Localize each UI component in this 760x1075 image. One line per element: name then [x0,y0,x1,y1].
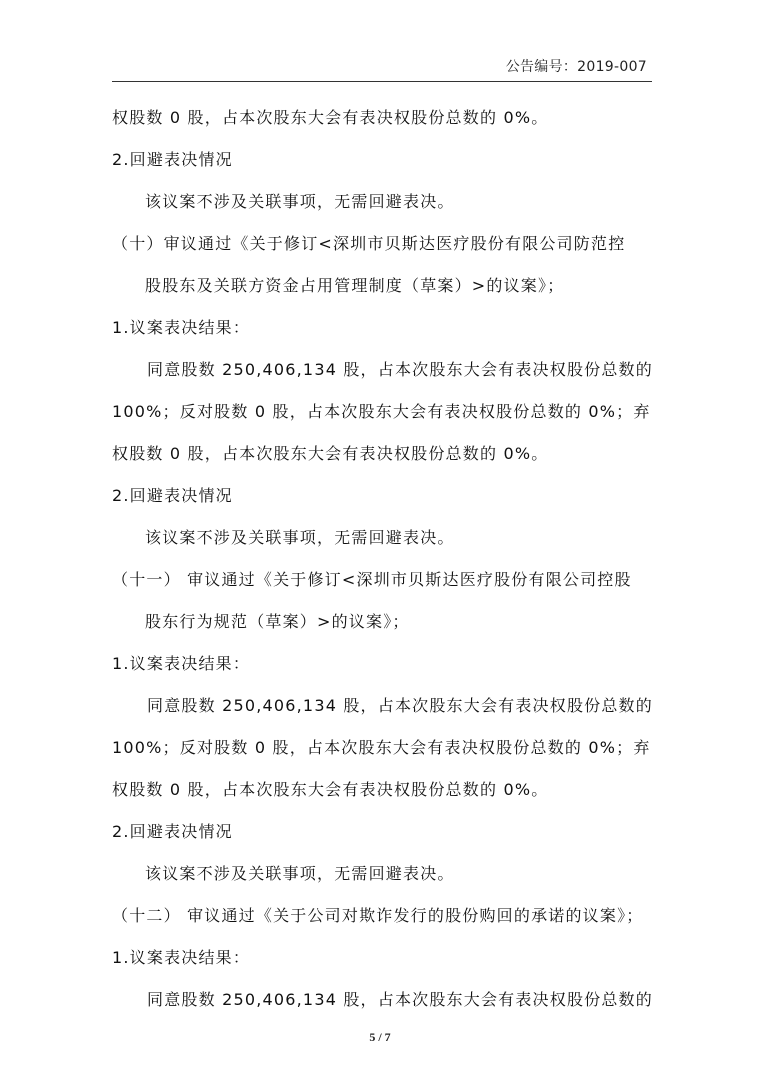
resolution-title: （十二） 审议通过《关于公司对欺诈发行的股份购回的承诺的议案》； [112,906,644,925]
section-heading: 1.议案表决结果： [112,318,251,337]
body-line: 权股数 0 股，占本次股东大会有表决权股份总数的 0%。 [112,108,549,127]
announcement-number: 公告编号：2019-007 [505,59,647,75]
resolution-title: （十）审议通过《关于修订<深圳市贝斯达医疗股份有限公司防范控 [112,234,626,253]
body-line: 同意股数 250,406,134 股，占本次股东大会有表决权股份总数的 [147,990,653,1009]
section-heading: 1.议案表决结果： [112,948,251,967]
body-line: 该议案不涉及关联事项，无需回避表决。 [145,864,455,883]
section-heading: 2.回避表决情况 [112,486,233,505]
resolution-title-cont: 股股东及关联方资金占用管理制度（草案）>的议案》； [145,276,565,295]
page-number: 5 / 7 [369,1030,391,1044]
body-line: 100%；反对股数 0 股，占本次股东大会有表决权股份总数的 0%；弃 [112,738,651,757]
resolution-title: （十一） 审议通过《关于修订<深圳市贝斯达医疗股份有限公司控股 [112,570,632,589]
body-line: 权股数 0 股，占本次股东大会有表决权股份总数的 0%。 [112,444,549,463]
body-line: 同意股数 250,406,134 股，占本次股东大会有表决权股份总数的 [147,696,653,715]
resolution-title-cont: 股东行为规范（草案）>的议案》； [145,612,410,631]
section-heading: 1.议案表决结果： [112,654,251,673]
body-line: 权股数 0 股，占本次股东大会有表决权股份总数的 0%。 [112,780,549,799]
section-heading: 2.回避表决情况 [112,822,233,841]
body-line: 该议案不涉及关联事项，无需回避表决。 [145,528,455,547]
body-line: 该议案不涉及关联事项，无需回避表决。 [145,192,455,211]
body-line: 同意股数 250,406,134 股，占本次股东大会有表决权股份总数的 [147,360,653,379]
body-line: 100%；反对股数 0 股，占本次股东大会有表决权股份总数的 0%；弃 [112,402,651,421]
section-heading: 2.回避表决情况 [112,150,233,169]
header-divider [112,81,652,82]
